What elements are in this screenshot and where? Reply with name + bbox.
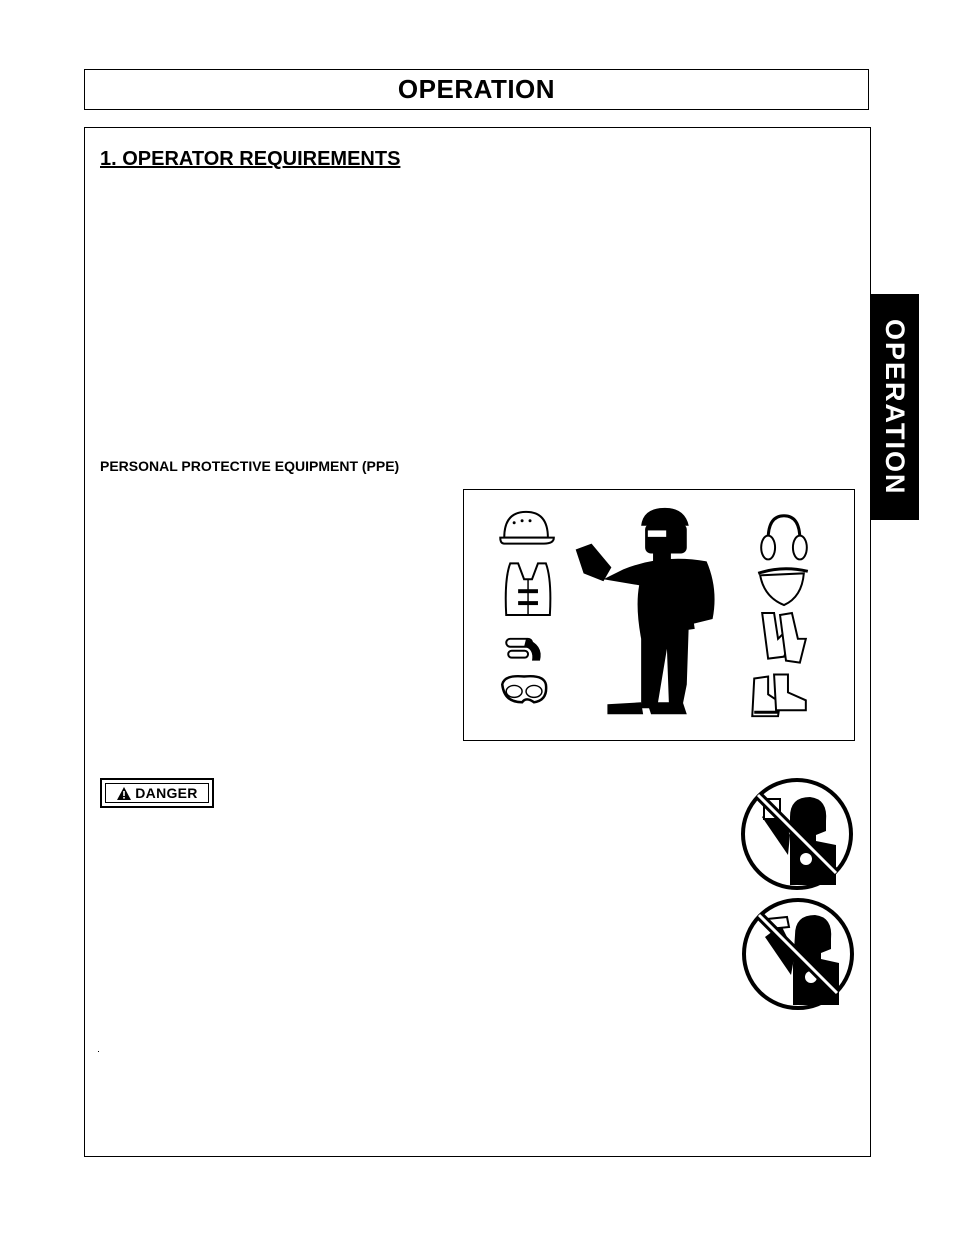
gloves-icon [762,613,806,663]
safety-boots-icon [752,675,806,717]
no-drugs-sign [741,897,855,1011]
ear-plugs-icon [506,639,540,661]
danger-label: DANGER [135,785,198,801]
page-title: OPERATION [397,74,556,104]
no-drugs-icon [741,897,855,1011]
ppe-illustration [463,489,855,741]
hard-hat-icon [500,512,554,544]
dust-mask-icon [758,569,808,605]
no-alcohol-icon [740,777,854,891]
safety-vest-icon [506,563,551,615]
ppe-heading: PERSONAL PROTECTIVE EQUIPMENT (PPE) [100,458,400,474]
ppe-illustration-svg [464,490,854,740]
danger-sign-inner [105,783,209,803]
goggles-icon [502,676,546,702]
ear-muffs-icon [761,516,807,560]
warning-triangle-icon [116,786,132,801]
side-tab-label: OPERATION [880,318,910,496]
section-side-tab [870,294,919,520]
stray-mark [98,1051,99,1052]
operator-figure-icon [576,508,715,714]
page-header [84,69,869,110]
danger-sign [100,778,214,808]
no-alcohol-sign [740,777,854,891]
section-heading: 1. OPERATOR REQUIREMENTS [100,148,401,170]
